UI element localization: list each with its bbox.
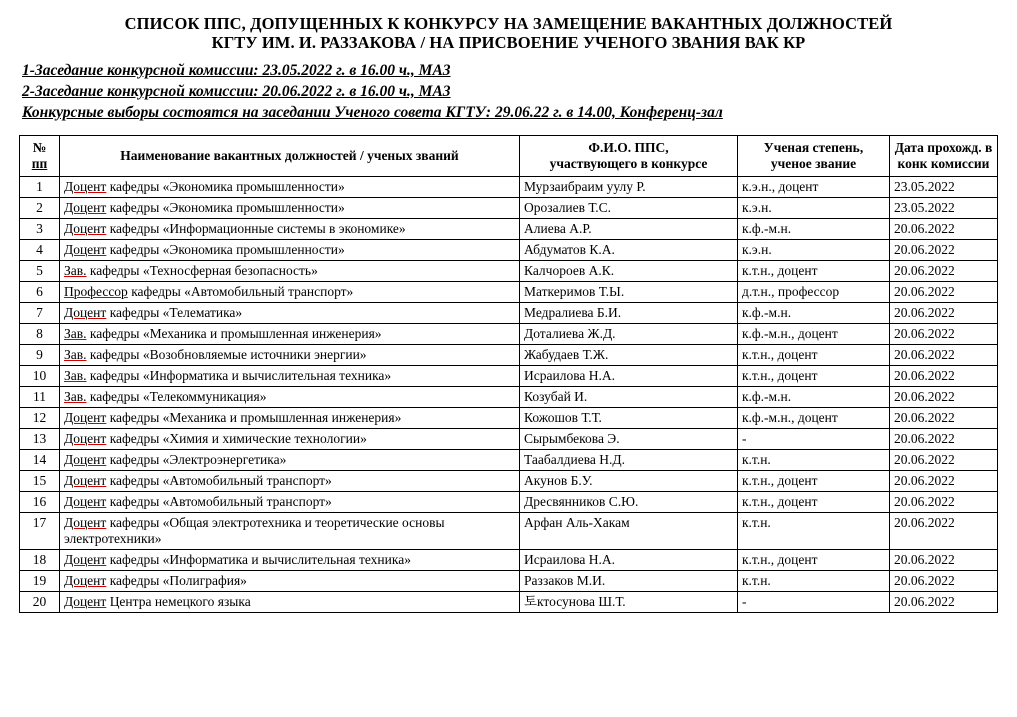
header-number-line1: №: [32, 140, 47, 155]
cell-date: 20.06.2022: [890, 261, 998, 282]
cell-position: Доцент кафедры «Автомобильный транспорт»: [60, 471, 520, 492]
cell-number: 10: [20, 366, 60, 387]
cell-degree: к.э.н.: [738, 240, 890, 261]
cell-position: Доцент кафедры «Полиграфия»: [60, 571, 520, 592]
cell-date: 20.06.2022: [890, 592, 998, 613]
cell-number: 12: [20, 408, 60, 429]
candidates-table: [19, 135, 998, 613]
table-row: [20, 592, 998, 613]
position-keyword: Доцент: [64, 594, 107, 609]
cell-position: Зав. кафедры «Телекоммуникация»: [60, 387, 520, 408]
title-line-2: КГТУ ИМ. И. РАЗЗАКОВА / НА ПРИСВОЕНИЕ УЧЕНОГО ЗВАНИЯ ВАК КР: [211, 33, 806, 52]
cell-number: 3: [20, 219, 60, 240]
cell-number: 17: [20, 513, 60, 550]
position-keyword: Доцент: [64, 221, 107, 236]
table-row: [20, 366, 998, 387]
cell-position: Доцент кафедры «Механика и промышленная инженерия»: [60, 408, 520, 429]
cell-degree: к.т.н.: [738, 513, 890, 550]
cell-position: Доцент кафедры «Телематика»: [60, 303, 520, 324]
header-number: [20, 136, 60, 177]
table-body: [20, 177, 998, 613]
position-keyword: Доцент: [64, 242, 107, 257]
cell-position: Доцент кафедры «Информационные системы в экономике»: [60, 219, 520, 240]
cell-position: Зав. кафедры «Механика и промышленная инженерия»: [60, 324, 520, 345]
cell-fio: Маткеримов Т.Ы.: [520, 282, 738, 303]
table-row: [20, 261, 998, 282]
position-keyword: Доцент: [64, 515, 107, 530]
table-row: [20, 571, 998, 592]
cell-fio: Жабудаев Т.Ж.: [520, 345, 738, 366]
table-row: [20, 345, 998, 366]
header-fio: [520, 136, 738, 177]
cell-fio: Орозалиев Т.С.: [520, 198, 738, 219]
cell-degree: к.э.н.: [738, 198, 890, 219]
cell-position: Зав. кафедры «Техносферная безопасность»: [60, 261, 520, 282]
position-keyword: Доцент: [64, 431, 107, 446]
cell-date: 23.05.2022: [890, 177, 998, 198]
position-keyword: Доцент: [64, 573, 107, 588]
table-row: [20, 471, 998, 492]
cell-degree: -: [738, 429, 890, 450]
header-degree-line1: Ученая степень,: [763, 140, 864, 155]
cell-degree: к.т.н.: [738, 450, 890, 471]
table-row: [20, 450, 998, 471]
cell-degree: к.э.н., доцент: [738, 177, 890, 198]
header-fio-line2: участвующего в конкурсе: [549, 156, 708, 171]
cell-position: Доцент кафедры «Экономика промышленности»: [60, 240, 520, 261]
position-keyword: Профессор: [64, 284, 128, 299]
cell-fio: Абдуматов К.А.: [520, 240, 738, 261]
header-degree: [738, 136, 890, 177]
page-title: [30, 14, 987, 52]
cell-number: 16: [20, 492, 60, 513]
table-row: [20, 513, 998, 550]
header-date: [890, 136, 998, 177]
cell-position: Доцент Центра немецкого языка: [60, 592, 520, 613]
table-row: [20, 408, 998, 429]
cell-fio: Медралиева Б.И.: [520, 303, 738, 324]
cell-fio: Арфан Аль-Хакам: [520, 513, 738, 550]
cell-degree: д.т.н., профессор: [738, 282, 890, 303]
cell-number: 1: [20, 177, 60, 198]
cell-fio: Сырымбекова Э.: [520, 429, 738, 450]
cell-degree: к.ф.-м.н., доцент: [738, 408, 890, 429]
header-date-line1: Дата прохожд. в: [894, 140, 993, 155]
cell-number: 4: [20, 240, 60, 261]
cell-degree: к.т.н., доцент: [738, 261, 890, 282]
cell-position: Доцент кафедры «Информатика и вычислительная техника»: [60, 550, 520, 571]
cell-number: 15: [20, 471, 60, 492]
cell-date: 20.06.2022: [890, 366, 998, 387]
cell-degree: к.ф.-м.н., доцент: [738, 324, 890, 345]
cell-date: 20.06.2022: [890, 303, 998, 324]
cell-position: Доцент кафедры «Автомобильный транспорт»: [60, 492, 520, 513]
table-row: [20, 282, 998, 303]
cell-degree: -: [738, 592, 890, 613]
cell-degree: к.т.н., доцент: [738, 366, 890, 387]
position-keyword: Доцент: [64, 305, 107, 320]
table-row: [20, 303, 998, 324]
cell-fio: Мурзаибраим уулу Р.: [520, 177, 738, 198]
table-row: [20, 219, 998, 240]
position-keyword: Зав.: [64, 263, 87, 278]
cell-date: 20.06.2022: [890, 345, 998, 366]
table-row: [20, 550, 998, 571]
cell-fio: Исраилова Н.А.: [520, 366, 738, 387]
cell-position: Зав. кафедры «Возобновляемые источники энергии»: [60, 345, 520, 366]
position-keyword: Доцент: [64, 200, 107, 215]
cell-number: 2: [20, 198, 60, 219]
position-keyword: Зав.: [64, 347, 87, 362]
cell-fio: 토ктосунова Ш.Т.: [520, 592, 738, 613]
cell-degree: к.ф.-м.н.: [738, 219, 890, 240]
table-row: [20, 387, 998, 408]
position-keyword: Доцент: [64, 552, 107, 567]
cell-date: 20.06.2022: [890, 550, 998, 571]
cell-position: Доцент кафедры «Химия и химические технологии»: [60, 429, 520, 450]
header-fio-line1: Ф.И.О. ППС,: [588, 140, 669, 155]
meeting-1-line: 1-Заседание конкурсной комиссии: 23.05.2022 г. в 16.00 ч., МА3: [22, 62, 451, 79]
cell-position: Зав. кафедры «Информатика и вычислительная техника»: [60, 366, 520, 387]
cell-number: 14: [20, 450, 60, 471]
title-line-1: СПИСОК ППС, ДОПУЩЕННЫХ К КОНКУРСУ НА ЗАМЕЩЕНИЕ ВАКАНТНЫХ ДОЛЖНОСТЕЙ: [124, 14, 893, 33]
cell-date: 20.06.2022: [890, 513, 998, 550]
cell-date: 20.06.2022: [890, 408, 998, 429]
council-elections-line: Конкурсные выборы состоятся на заседании Ученого совета КГТУ: 29.06.22 г. в 14.00, Конференц-зал: [22, 104, 723, 121]
position-keyword: Зав.: [64, 368, 87, 383]
cell-fio: Кожошов Т.Т.: [520, 408, 738, 429]
cell-degree: к.т.н., доцент: [738, 492, 890, 513]
meeting-2-line: 2-Заседание конкурсной комиссии: 20.06.2022 г. в 16.00 ч., МА3: [22, 83, 451, 100]
table-row: [20, 324, 998, 345]
position-keyword: Доцент: [64, 473, 107, 488]
table-row: [20, 492, 998, 513]
cell-degree: к.т.н., доцент: [738, 550, 890, 571]
cell-fio: Алиева А.Р.: [520, 219, 738, 240]
cell-date: 20.06.2022: [890, 219, 998, 240]
table-row: [20, 177, 998, 198]
cell-position: Доцент кафедры «Экономика промышленности»: [60, 177, 520, 198]
cell-fio: Таабалдиева Н.Д.: [520, 450, 738, 471]
cell-date: 20.06.2022: [890, 492, 998, 513]
cell-degree: к.ф.-м.н.: [738, 387, 890, 408]
cell-date: 20.06.2022: [890, 324, 998, 345]
cell-fio: Раззаков М.И.: [520, 571, 738, 592]
cell-degree: к.т.н.: [738, 571, 890, 592]
cell-position: Доцент кафедры «Общая электротехника и теоретические основы электротехники»: [60, 513, 520, 550]
header-position: [60, 136, 520, 177]
cell-position: Доцент кафедры «Экономика промышленности»: [60, 198, 520, 219]
header-number-line2: пп: [31, 156, 48, 171]
cell-date: 20.06.2022: [890, 240, 998, 261]
table-row: [20, 429, 998, 450]
cell-fio: Исраилова Н.А.: [520, 550, 738, 571]
cell-date: 20.06.2022: [890, 282, 998, 303]
header-position-text: Наименование вакантных должностей / ученых званий: [120, 148, 459, 163]
cell-number: 13: [20, 429, 60, 450]
cell-degree: к.ф.-м.н.: [738, 303, 890, 324]
cell-position: Профессор кафедры «Автомобильный транспорт»: [60, 282, 520, 303]
cell-fio: Калчороев А.К.: [520, 261, 738, 282]
table-header-row: [20, 136, 998, 177]
cell-date: 20.06.2022: [890, 571, 998, 592]
cell-number: 20: [20, 592, 60, 613]
cell-number: 6: [20, 282, 60, 303]
cell-fio: Акунов Б.У.: [520, 471, 738, 492]
table-row: [20, 240, 998, 261]
cell-number: 5: [20, 261, 60, 282]
position-keyword: Доцент: [64, 410, 107, 425]
cell-date: 23.05.2022: [890, 198, 998, 219]
cell-number: 9: [20, 345, 60, 366]
header-date-line2: конк комиссии: [897, 156, 990, 171]
cell-date: 20.06.2022: [890, 387, 998, 408]
document-page: [0, 14, 1017, 613]
cell-number: 19: [20, 571, 60, 592]
cell-number: 11: [20, 387, 60, 408]
cell-fio: Доталиева Ж.Д.: [520, 324, 738, 345]
cell-number: 8: [20, 324, 60, 345]
cell-date: 20.06.2022: [890, 471, 998, 492]
cell-degree: к.т.н., доцент: [738, 471, 890, 492]
position-keyword: Доцент: [64, 494, 107, 509]
position-keyword: Доцент: [64, 452, 107, 467]
position-keyword: Доцент: [64, 179, 107, 194]
cell-fio: Козубай И.: [520, 387, 738, 408]
position-keyword: Зав.: [64, 326, 87, 341]
cell-number: 18: [20, 550, 60, 571]
cell-number: 7: [20, 303, 60, 324]
header-degree-line2: ученое звание: [770, 156, 857, 171]
cell-position: Доцент кафедры «Электроэнергетика»: [60, 450, 520, 471]
meeting-info: [22, 60, 1017, 123]
cell-date: 20.06.2022: [890, 450, 998, 471]
table-row: [20, 198, 998, 219]
cell-date: 20.06.2022: [890, 429, 998, 450]
position-keyword: Зав.: [64, 389, 87, 404]
cell-degree: к.т.н., доцент: [738, 345, 890, 366]
cell-fio: Дресвянников С.Ю.: [520, 492, 738, 513]
